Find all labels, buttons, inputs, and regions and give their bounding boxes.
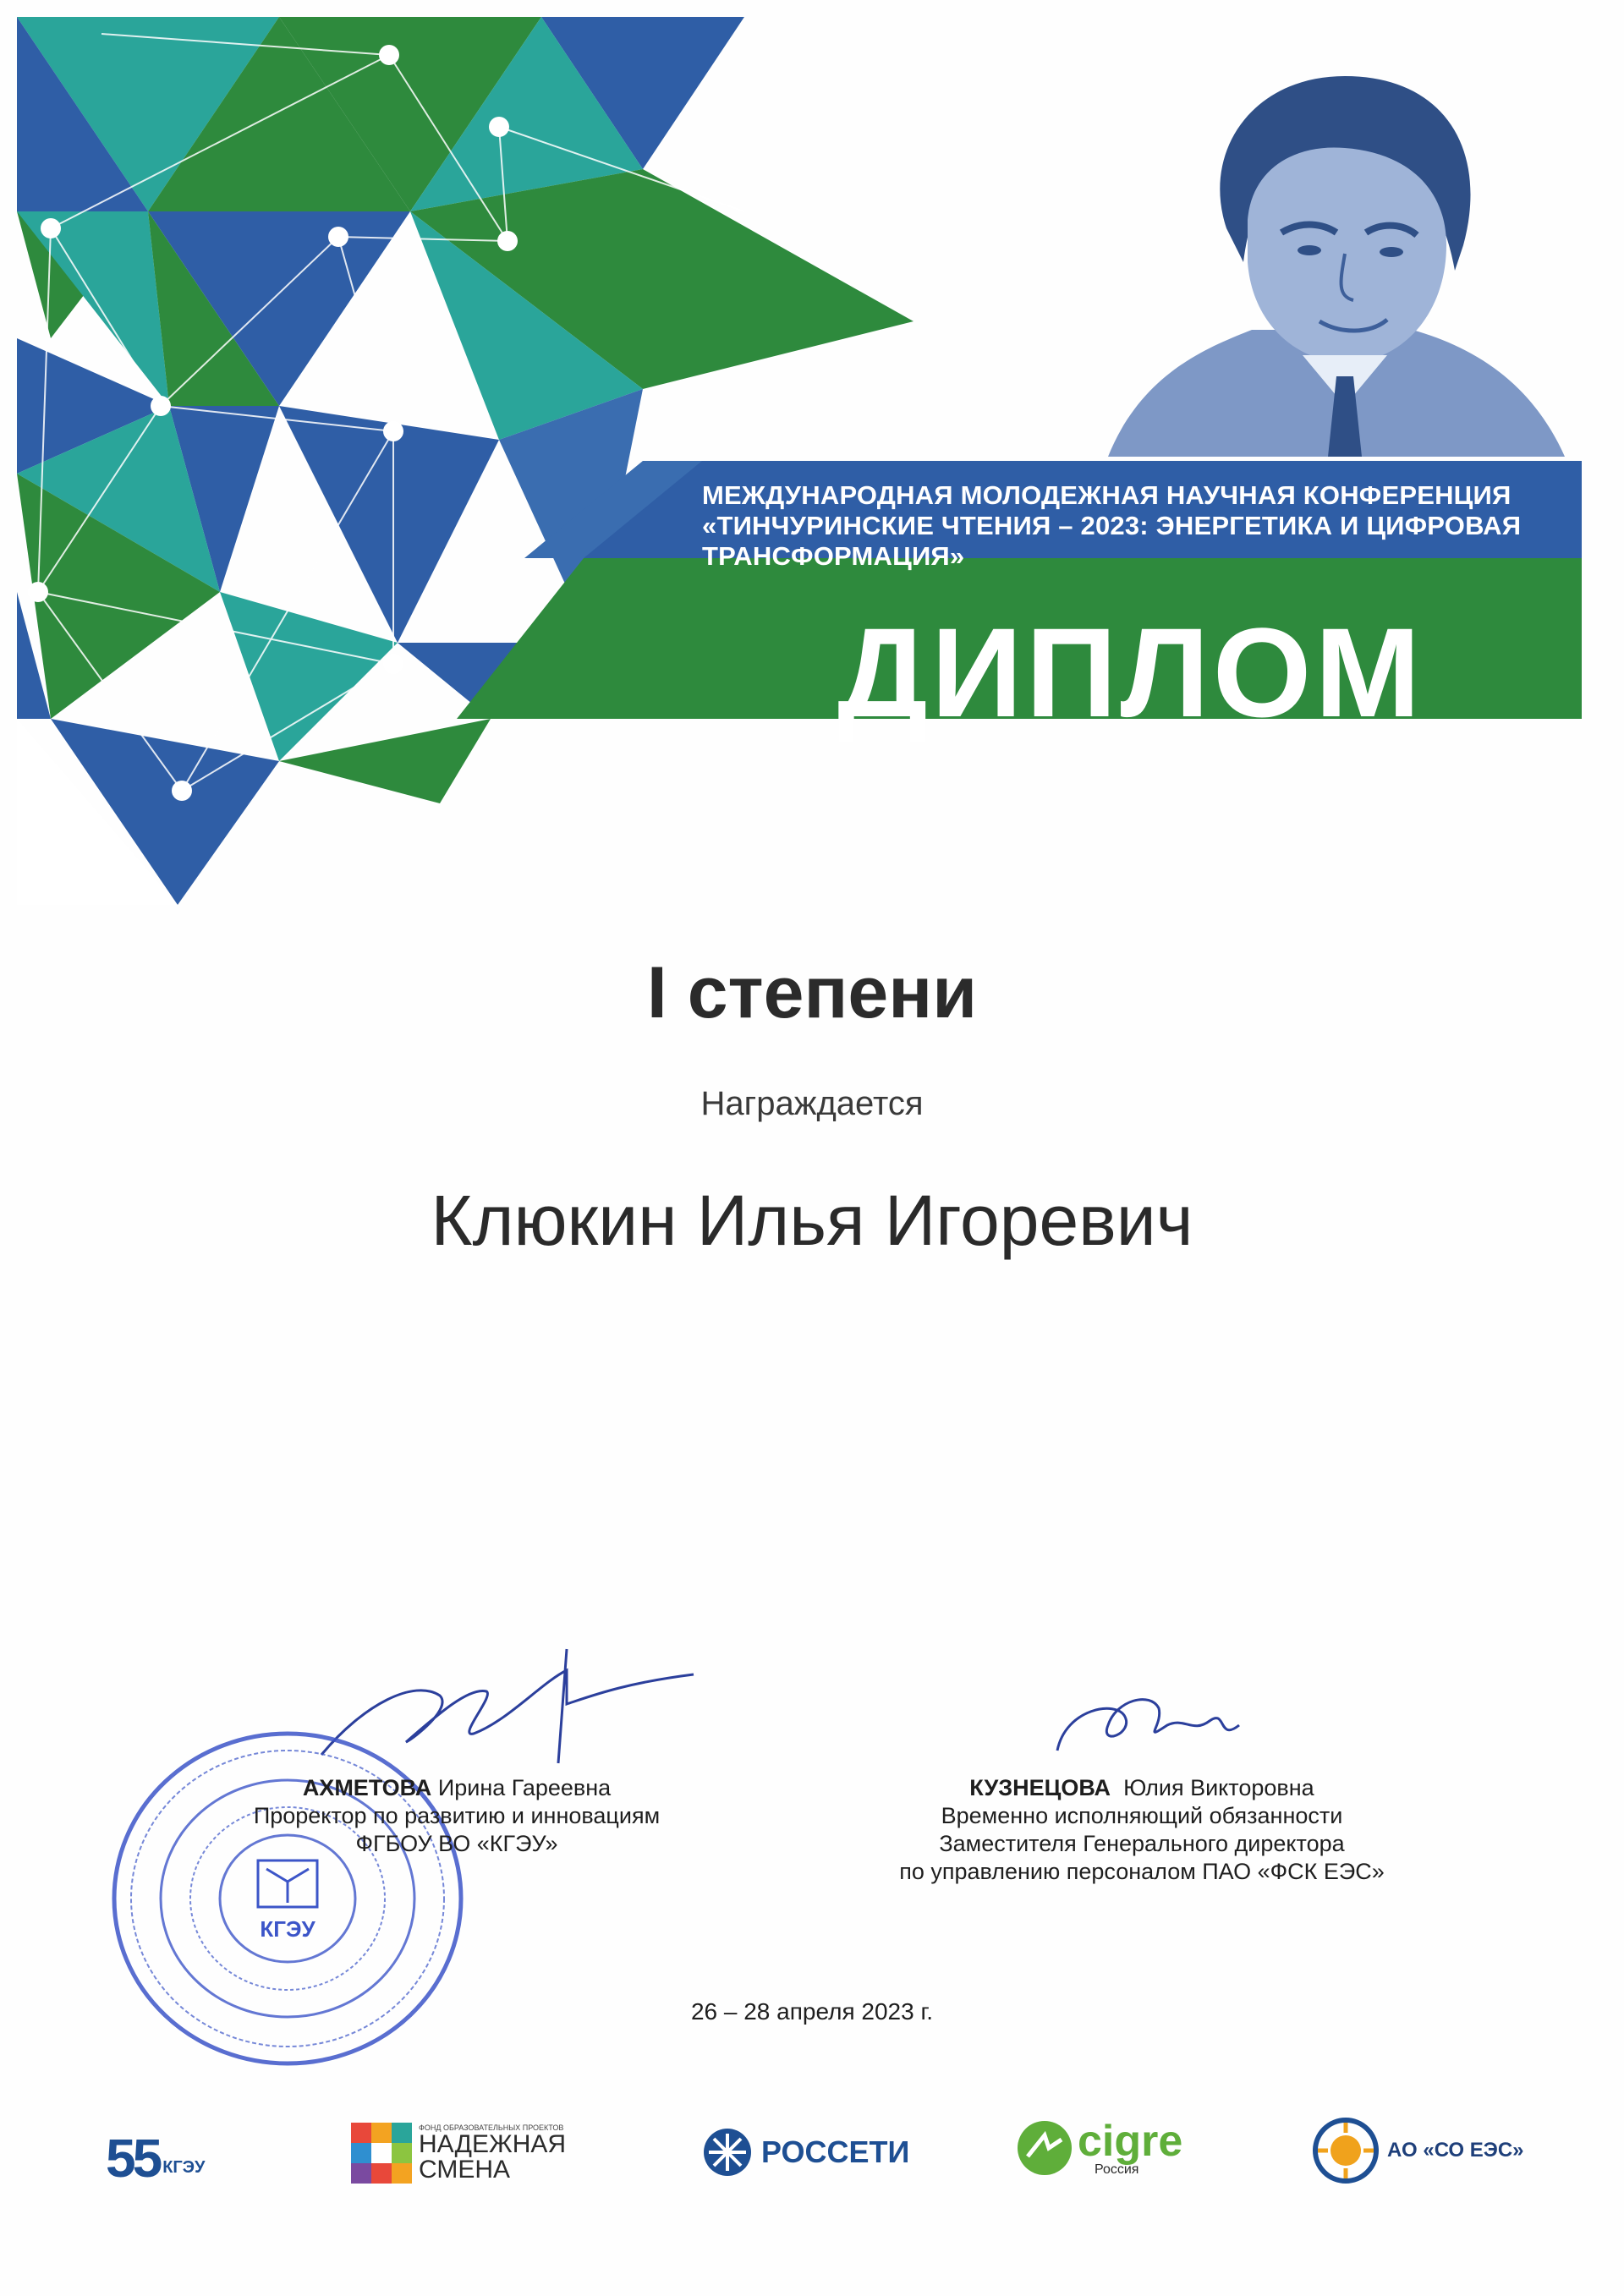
- signatory-2-name: Юлия Викторовна: [1123, 1775, 1314, 1800]
- kgeu-55-number: 55: [106, 2128, 160, 2189]
- so-ees-label: АО «СО ЕЭС»: [1387, 2139, 1524, 2162]
- event-date: 26 – 28 апреля 2023 г.: [690, 1998, 934, 2025]
- signatory-1-position-1: Проректор по развитию и инновациям: [253, 1803, 661, 1828]
- signatory-1-surname: АХМЕТОВА: [302, 1775, 432, 1800]
- conference-line-1: МЕЖДУНАРОДНАЯ МОЛОДЕЖНАЯ НАУЧНАЯ КОНФЕРЕНЦИЯ: [702, 480, 1512, 510]
- nadezhnaya-line1: НАДЕЖНАЯ: [419, 2129, 567, 2158]
- nadezhnaya-line2: СМЕНА: [419, 2155, 511, 2184]
- logo-so-ees: [1311, 2116, 1524, 2185]
- signatory-2-surname: КУЗНЕЦОВА: [969, 1775, 1111, 1800]
- signatory-2-position-2: Заместителя Генерального директора: [939, 1831, 1345, 1856]
- conference-line-2: «ТИНЧУРИНСКИЕ ЧТЕНИЯ – 2023: ЭНЕРГЕТИКА И ЦИФРОВАЯ: [702, 511, 1522, 540]
- kgeu-55-label: КГЭУ: [162, 2157, 206, 2177]
- degree-text: I степени: [646, 952, 978, 1033]
- conference-title: [702, 480, 1582, 572]
- signatory-2: [854, 1774, 1429, 1886]
- seal-center-label: КГЭУ: [260, 1916, 315, 1942]
- signatory-2-position-3: по управлению персоналом ПАО «ФСК ЕЭС»: [899, 1859, 1385, 1884]
- recipient-name: Клюкин Илья Игоревич: [431, 1181, 1193, 1260]
- portrait-sketch: [1091, 51, 1565, 457]
- cigre-label: cigre: [1078, 2117, 1183, 2166]
- signatory-1-position-2: ФГБОУ ВО «КГЭУ»: [355, 1831, 558, 1856]
- logo-kgeu-55: [106, 2127, 205, 2189]
- signatory-1: [228, 1774, 685, 1858]
- logo-cigre: [1015, 2118, 1182, 2178]
- so-ees-icon: [1311, 2116, 1380, 2185]
- degree-label: [0, 951, 1624, 1035]
- rosseti-icon: [702, 2127, 753, 2178]
- cigre-sub: Россия: [1095, 2162, 1139, 2177]
- nadezhnaya-small: ФОНД ОБРАЗОВАТЕЛЬНЫХ ПРОЕКТОВ: [419, 2123, 564, 2132]
- diploma-title: ДИПЛОМ: [837, 601, 1424, 743]
- signature-2: [1049, 1683, 1286, 1767]
- rosseti-label: РОССЕТИ: [761, 2134, 910, 2169]
- logo-nadezhnaya-smena: [351, 2123, 566, 2184]
- awarded-label: Награждается: [700, 1085, 924, 1122]
- signatory-1-name: Ирина Гареевна: [437, 1775, 612, 1800]
- nadezhnaya-smena-icon: [351, 2123, 412, 2184]
- signatory-2-position-1: Временно исполняющий обязанности: [941, 1803, 1343, 1828]
- conference-line-3: ТРАНСФОРМАЦИЯ»: [702, 541, 965, 571]
- cigre-icon: [1015, 2118, 1074, 2178]
- logo-rosseti: [702, 2127, 909, 2178]
